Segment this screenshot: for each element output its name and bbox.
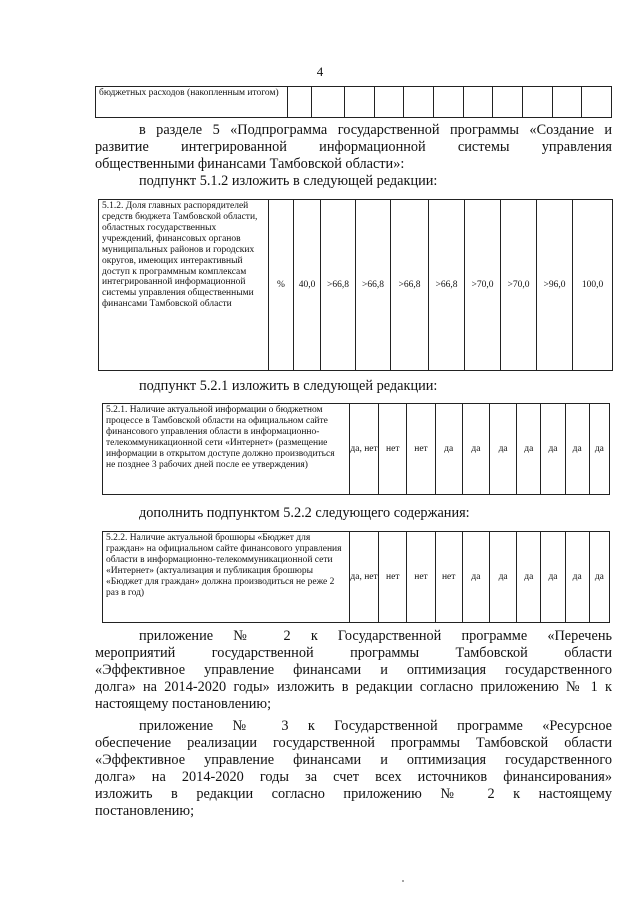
value-cell: да <box>589 404 609 495</box>
unit-cell: да, нет <box>349 532 378 623</box>
paragraph-line: общественными финансами Тамбовской области»: <box>95 156 405 172</box>
indicator-table-5-2-2 <box>102 531 610 623</box>
table-cell <box>374 87 404 118</box>
value-cell: 40,0 <box>294 200 321 371</box>
unit-cell: да, нет <box>349 404 378 495</box>
value-cell: да <box>565 404 589 495</box>
paragraph-line: «Эффективное управление финансами и оптимизация государственного <box>95 662 612 678</box>
value-cell: да <box>517 532 541 623</box>
value-cell: нет <box>379 532 407 623</box>
value-cell: да <box>462 404 489 495</box>
paragraph-line: настоящему постановлению; <box>95 696 272 712</box>
table-cell <box>552 87 582 118</box>
value-cell: да <box>541 404 565 495</box>
value-cell: >66,8 <box>429 200 465 371</box>
indicator-label: 5.2.1. Наличие актуальной информации о бюджетном процессе в Тамбовской области на официальном сайте финансового управления области в информационно-телекоммуникационной сети «Интернет» (размещение информации в открытом доступе должно производиться не позднее 3 рабочих дней после ее утверждения) <box>103 404 350 495</box>
indicator-table-continued <box>95 86 612 118</box>
paragraph-line: постановлению; <box>95 803 195 819</box>
paragraph-line: развитие интегрированной информационной системы управления <box>95 139 612 155</box>
table-cell <box>582 87 612 118</box>
value-cell: да <box>565 532 589 623</box>
value-cell: да <box>517 404 541 495</box>
value-cell: >96,0 <box>537 200 573 371</box>
value-cell: да <box>541 532 565 623</box>
table-row <box>103 532 610 623</box>
paragraph-line: приложение № 3 к Государственной программе «Ресурсное <box>139 718 612 734</box>
table-cell <box>434 87 464 118</box>
value-cell: да <box>490 532 517 623</box>
paragraph-line: изложить в редакции согласно приложению № 2 к настоящему <box>95 786 612 802</box>
table-row <box>99 200 613 371</box>
value-cell: нет <box>407 532 435 623</box>
indicator-label: бюджетных расходов (накопленным итогом) <box>96 87 288 118</box>
table-cell <box>523 87 553 118</box>
value-cell: >70,0 <box>465 200 501 371</box>
paragraph-line: «Эффективное управление финансами и оптимизация государственного <box>95 752 612 768</box>
table-cell <box>345 87 375 118</box>
value-cell: >66,8 <box>356 200 391 371</box>
paragraph-line: мероприятий государственной программы Тамбовской области <box>95 645 612 661</box>
paragraph-line: долга» на 2014-2020 годы» изложить в редакции согласно приложению № 1 к <box>95 679 612 695</box>
value-cell: да <box>462 532 489 623</box>
subpoint-heading: подпункт 5.2.1 изложить в следующей редакции: <box>139 378 438 394</box>
subpoint-heading: дополнить подпунктом 5.2.2 следующего содержания: <box>139 505 470 521</box>
value-cell: нет <box>435 532 462 623</box>
paragraph-line: долга» на 2014-2020 годы за счет всех источников финансирования» <box>95 769 612 785</box>
value-cell: да <box>589 532 609 623</box>
paragraph-line: в разделе 5 «Подпрограмма государственной программы «Создание и <box>139 122 612 138</box>
value-cell: нет <box>407 404 435 495</box>
indicator-label: 5.1.2. Доля главных распорядителей средств бюджета Тамбовской области, областных государственных учреждений, финансовых органов муниципальных районов и городских округов, имеющих интерактивный доступ к программным комплексам интегрированной информационной системы управления общественными финансами Тамбовской области <box>99 200 269 371</box>
table-cell <box>463 87 493 118</box>
unit-cell: % <box>269 200 294 371</box>
scan-speck <box>402 880 404 882</box>
value-cell: 100,0 <box>573 200 613 371</box>
value-cell: >70,0 <box>501 200 537 371</box>
subpoint-heading: подпункт 5.1.2 изложить в следующей редакции: <box>139 173 438 189</box>
table-cell <box>288 87 312 118</box>
table-row <box>103 404 610 495</box>
value-cell: да <box>435 404 462 495</box>
table-row <box>96 87 612 118</box>
paragraph-line: приложение № 2 к Государственной программе «Перечень <box>139 628 612 644</box>
table-cell <box>493 87 523 118</box>
table-cell <box>404 87 434 118</box>
value-cell: нет <box>379 404 407 495</box>
indicator-table-5-1-2 <box>98 199 613 371</box>
indicator-label: 5.2.2. Наличие актуальной брошюры «Бюджет для граждан» на официальном сайте финансового управления области в информационно-телекоммуникационной сети «Интернет» (актуализация и публикация брошюры «Бюджет для граждан» должна производиться не реже 2 раз в год) <box>103 532 350 623</box>
paragraph-line: обеспечение реализации государственной программы Тамбовской области <box>95 735 612 751</box>
indicator-table-5-2-1 <box>102 403 610 495</box>
value-cell: да <box>490 404 517 495</box>
page-number: 4 <box>316 64 324 79</box>
table-cell <box>312 87 345 118</box>
value-cell: >66,8 <box>391 200 429 371</box>
value-cell: >66,8 <box>321 200 356 371</box>
